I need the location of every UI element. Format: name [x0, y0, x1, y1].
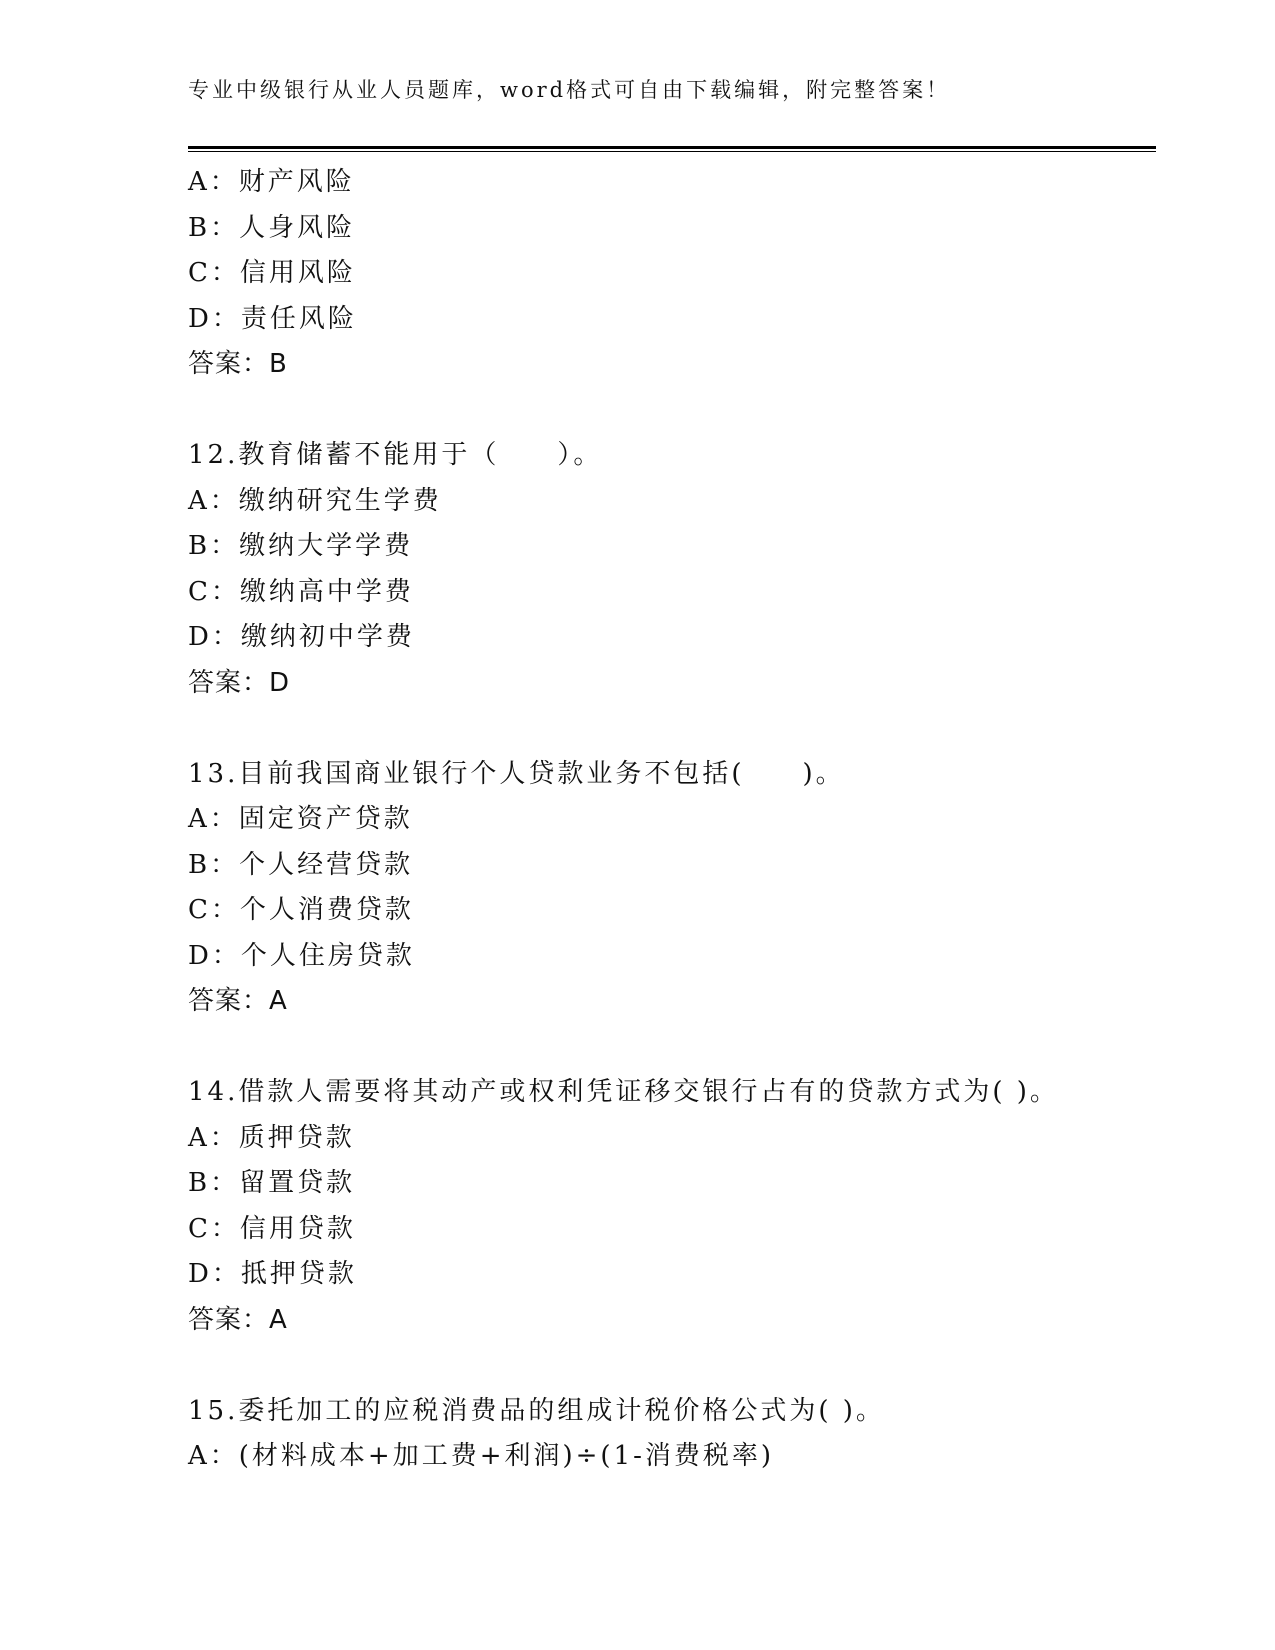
answer-line: 答案：A	[188, 1304, 288, 1335]
page-header: 专业中级银行从业人员题库，word格式可自由下载编辑，附完整答案！	[188, 78, 951, 102]
option-b: B：留置贷款	[188, 1168, 356, 1198]
header-rule-thin	[188, 151, 1156, 152]
option-d: D：责任风险	[188, 303, 357, 334]
question-block	[188, 160, 1156, 388]
question-block	[188, 1070, 1156, 1343]
spacer	[188, 1343, 1156, 1389]
question-list	[188, 160, 1156, 1480]
question-block	[188, 433, 1156, 706]
question-stem: 13.目前我国商业银行个人贷款业务不包括( )。	[188, 758, 845, 789]
answer-line: 答案：A	[188, 986, 288, 1016]
option-b: B：个人经营贷款	[188, 849, 414, 880]
spacer	[188, 706, 1156, 752]
question-stem: 15.委托加工的应税消费品的组成计税价格公式为( )。	[188, 1395, 885, 1426]
option-a: A：财产风险	[188, 167, 355, 197]
option-d: D：个人住房贷款	[188, 940, 415, 971]
answer-line: 答案：D	[188, 667, 291, 698]
answer-line: 答案：B	[188, 349, 288, 379]
option-c: C：信用风险	[188, 258, 356, 288]
option-c: C：信用贷款	[188, 1213, 356, 1244]
option-c: C：个人消费贷款	[188, 895, 414, 925]
option-b: B：人身风险	[188, 212, 356, 243]
option-d: D：抵押贷款	[188, 1259, 357, 1289]
question-block	[188, 752, 1156, 1025]
header-rule-thick	[188, 146, 1156, 149]
option-a: A：缴纳研究生学费	[188, 485, 442, 516]
option-a: A：(材料成本+加工费+利润)÷(1-消费税率)	[188, 1441, 775, 1471]
spacer	[188, 388, 1156, 434]
option-a: A：固定资产贷款	[188, 804, 413, 834]
question-block	[188, 1389, 1156, 1480]
option-b: B：缴纳大学学费	[188, 531, 414, 561]
option-d: D：缴纳初中学费	[188, 622, 415, 652]
spacer	[188, 1025, 1156, 1071]
option-a: A：质押贷款	[188, 1122, 355, 1153]
question-stem: 14.借款人需要将其动产或权利凭证移交银行占有的贷款方式为( )。	[188, 1077, 1059, 1107]
question-stem: 12.教育储蓄不能用于（ ）。	[188, 440, 603, 470]
option-c: C：缴纳高中学费	[188, 576, 414, 607]
